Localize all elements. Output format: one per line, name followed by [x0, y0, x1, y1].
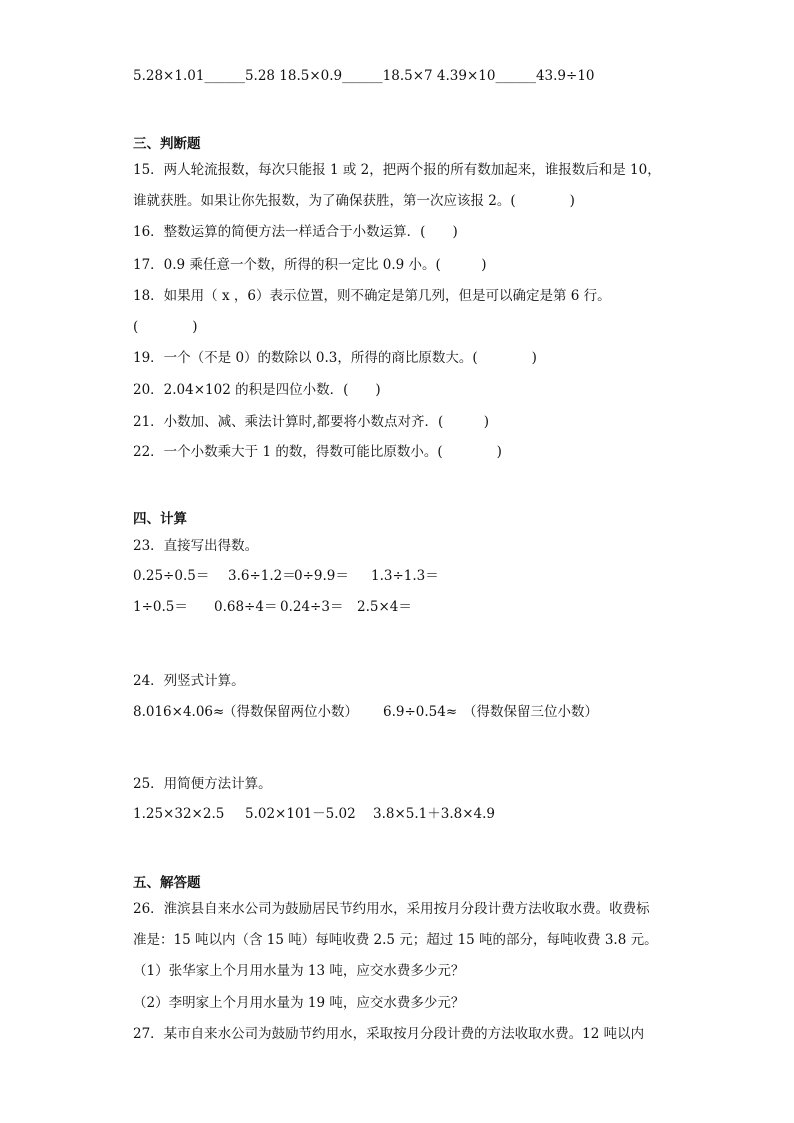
- section-title-solutions: 五、解答题: [133, 875, 201, 891]
- question-25-row: [133, 805, 495, 823]
- question-26-sub-1: （1）张华家上个月用水量为 13 吨，应交水费多少元？: [133, 963, 465, 979]
- comparison-expr-d: 43.9÷10: [535, 68, 595, 84]
- section-title-judgment: 三、判断题: [133, 136, 201, 152]
- question-26-line-1: 26．淮滨县自来水公司为鼓励居民节约用水，采用按月分段计费方法收取水费。收费标: [133, 901, 650, 917]
- question-22: 22．一个小数乘大于 1 的数，得数可能比原数小。( ): [133, 444, 502, 460]
- expression: 2.5×4＝: [357, 599, 412, 615]
- expression: 8.016×4.06≈: [133, 704, 225, 720]
- question-18-line-2: ( ): [133, 319, 198, 335]
- question-24: 24．列竖式计算。: [133, 673, 245, 689]
- question-23: 23．直接写出得数。: [133, 538, 259, 554]
- question-25: 25．用简便方法计算。: [133, 776, 272, 792]
- comparison-expr-a: 5.28×1.01: [133, 68, 205, 84]
- question-21: 21．小数加、减、乘法计算时,都要将小数点对齐．( ): [133, 414, 490, 430]
- question-27-line-1: 27．某市自来水公司为鼓励节约用水，采取按月分段计费的方法收取水费。12 吨以内: [133, 1026, 645, 1042]
- question-15-line-2: 谁就获胜。如果让你先报数，为了确保获胜，第一次应该报 2。( ): [133, 193, 575, 209]
- question-16: 16．整数运算的简便方法一样适合于小数运算．( ): [133, 224, 458, 240]
- question-15-line-1: 15．两人轮流报数，每次只能报 1 或 2，把两个报的所有数加起来，谁报数后和是 10，: [133, 162, 661, 178]
- comparison-expr-b: 5.28 18.5×0.9: [244, 68, 343, 84]
- question-24-row: [133, 703, 598, 721]
- answer-blank: ______: [342, 68, 383, 84]
- question-20: 20．2.04×102 的积是四位小数．( ): [133, 382, 381, 398]
- question-26-line-2: 准是：15 吨以内（含 15 吨）每吨收费 2.5 元；超过 15 吨的部分，每吨收费 3.8 元。: [133, 932, 658, 948]
- expression: 0÷9.9＝: [294, 568, 349, 584]
- question-17: 17．0.9 乘任意一个数，所得的积一定比 0.9 小。( ): [133, 257, 487, 273]
- rounding-note: （得数保留三位小数）: [463, 704, 598, 720]
- expression: 5.02×101－5.02: [245, 806, 356, 822]
- expression: 6.9÷0.54≈: [383, 704, 458, 720]
- answer-blank: ______: [495, 68, 536, 84]
- expression: 3.8×5.1＋3.8×4.9: [373, 806, 496, 822]
- answer-blank: ______: [204, 68, 245, 84]
- expression: 1÷0.5＝: [133, 599, 188, 615]
- question-23-row-1: [133, 567, 439, 585]
- expression: 0.25÷0.5＝: [133, 568, 210, 584]
- question-23-row-2: [133, 598, 412, 616]
- expression: 3.6÷1.2＝: [228, 568, 296, 584]
- comparison-line: [133, 67, 595, 85]
- expression: 0.68÷4＝: [214, 599, 278, 615]
- question-19: 19．一个（不是 0）的数除以 0.3，所得的商比原数大。( ): [133, 350, 537, 366]
- question-26-sub-2: （2）李明家上个月用水量为 19 吨，应交水费多少元？: [133, 995, 465, 1011]
- expression: 1.25×32×2.5: [133, 806, 225, 822]
- rounding-note: （得数保留两位小数）: [223, 704, 358, 720]
- expression: 0.24÷3＝: [280, 599, 344, 615]
- question-18-line-1: 18．如果用（ x ，6）表示位置，则不确定是第几列，但是可以确定是第 6 行。: [133, 288, 611, 304]
- section-title-calculation: 四、计算: [133, 511, 187, 527]
- comparison-expr-c: 18.5×7 4.39×10: [382, 68, 496, 84]
- expression: 1.3÷1.3＝: [371, 568, 439, 584]
